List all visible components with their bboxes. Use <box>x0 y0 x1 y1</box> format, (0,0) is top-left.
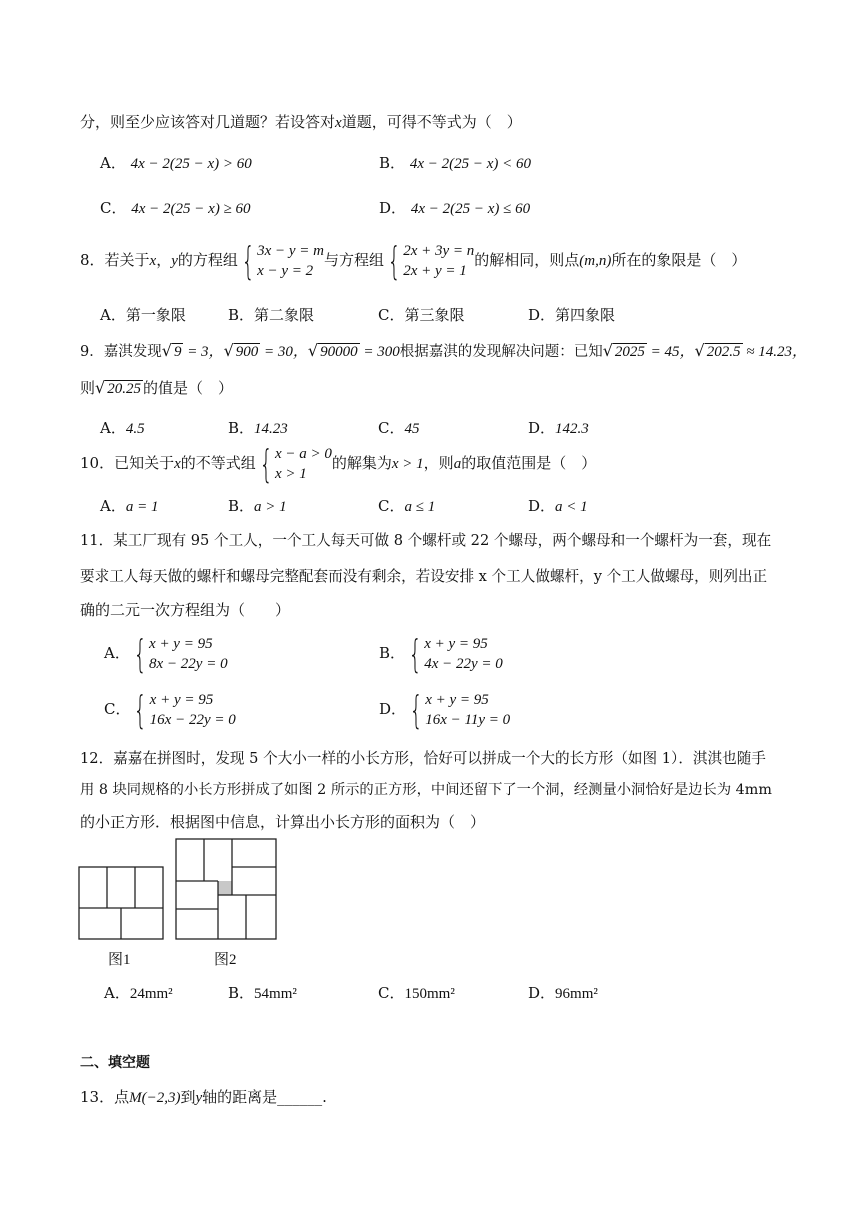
left-brace-icon: { <box>133 688 148 732</box>
q9-option-a[interactable]: A．4.5 <box>100 419 145 437</box>
left-brace-icon: { <box>259 442 273 486</box>
sqrt-icon: √ <box>694 341 705 360</box>
q10-option-d[interactable]: D．a < 1 <box>528 497 588 515</box>
q7-option-b[interactable]: B． 4x − 2(25 − x) < 60 <box>379 154 531 172</box>
left-brace-icon: { <box>387 239 401 283</box>
sqrt-icon: √ <box>223 341 234 360</box>
q8-stem: 8．若关于x，y的方程组{ 3x − y = m x − y = 2与方程组{ 2x + 3y = n 2x + y = 1的解相同，则点(m,n)所在的象限是（ ） <box>80 239 747 283</box>
q7-option-a[interactable]: A． 4x − 2(25 − x) > 60 <box>100 154 252 172</box>
q8-option-c[interactable]: C．第三象限 <box>378 306 465 324</box>
q10-option-a[interactable]: A．a = 1 <box>100 497 159 515</box>
q10-option-c[interactable]: C．a ≤ 1 <box>378 497 436 515</box>
q8-option-b[interactable]: B．第二象限 <box>228 306 315 324</box>
q12-line2: 用 8 块同规格的小长方形拼成了如图 2 所示的正方形，中间还留下了一个洞，经测量小洞恰好是边长为 4mm <box>80 782 772 798</box>
q12-option-d[interactable]: D．96mm² <box>528 984 598 1002</box>
q8-option-d[interactable]: D．第四象限 <box>528 306 616 324</box>
q11-option-c[interactable]: C．{ x + y = 95 16x − 22y = 0 <box>104 688 236 732</box>
small-square-hole <box>218 881 232 895</box>
left-brace-icon: { <box>408 632 422 676</box>
q13-stem: 13．点M(−2,3)到y轴的距离是______. <box>80 1088 327 1106</box>
q7-option-c[interactable]: C． 4x − 2(25 − x) ≥ 60 <box>100 199 251 217</box>
q11-option-b[interactable]: B．{ x + y = 95 4x − 22y = 0 <box>379 632 503 676</box>
sqrt-icon: √ <box>602 341 613 360</box>
q11-line1: 11．某工厂现有 95 个工人，一个工人每天可做 8 个螺杆或 22 个螺母，两个螺母和一个螺杆为一套，现在 <box>80 532 772 549</box>
q7-text: 分，则至少应该答对几道题？若设答对x道题，可得不等式为（ ） <box>80 113 522 131</box>
q12-line3: 的小正方形．根据图中信息，计算出小长方形的面积为（ ） <box>80 813 486 831</box>
q9-option-d[interactable]: D．142.3 <box>528 419 589 437</box>
q10-option-b[interactable]: B．a > 1 <box>228 497 287 515</box>
q10-stem: 10．已知关于x的不等式组{ x − a > 0 x > 1的解集为x > 1，则a的取值范围是（ ） <box>80 442 597 486</box>
figure-1 <box>78 866 164 940</box>
left-brace-icon: { <box>133 632 147 676</box>
q11-option-d[interactable]: D．{ x + y = 95 16x − 11y = 0 <box>379 688 511 732</box>
figure-2-caption: 图2 <box>214 952 237 968</box>
q11-option-a[interactable]: A．{ x + y = 95 8x − 22y = 0 <box>104 632 228 676</box>
left-brace-icon: { <box>241 239 255 283</box>
figure-2 <box>175 838 277 940</box>
q9-stem-line2: 则√ 20.25 的值是（ ） <box>80 378 233 397</box>
left-brace-icon: { <box>409 688 423 732</box>
q11-line3: 确的二元一次方程组为（ ） <box>80 601 291 619</box>
q7-option-d[interactable]: D． 4x − 2(25 − x) ≤ 60 <box>379 199 531 217</box>
sqrt-icon: √ <box>161 341 172 360</box>
sqrt-icon: √ <box>95 378 106 397</box>
q11-line2: 要求工人每天做的螺杆和螺母完整配套而没有剩余，若设安排 x 个工人做螺杆，y 个工人做螺母，则列出正 <box>80 568 768 585</box>
q8-option-a[interactable]: A．第一象限 <box>100 306 186 324</box>
q12-option-c[interactable]: C．150mm² <box>378 984 455 1002</box>
q9-stem-line1: 9．嘉淇发现√ 9 = 3，√ 900 = 30，√ 90000 = 300根据嘉淇的发现解决问题：已知√ 2025 = 45，√ 202.5 ≈ 14.23， <box>80 341 807 360</box>
q9-option-c[interactable]: C．45 <box>378 419 420 437</box>
q12-line1: 12．嘉嘉在拼图时，发现 5 个大小一样的小长方形，恰好可以拼成一个大的长方形（如图 1）．淇淇也随手 <box>80 750 766 767</box>
q9-option-b[interactable]: B．14.23 <box>228 419 288 437</box>
section-title-fill-in: 二、填空题 <box>80 1055 150 1071</box>
sqrt-icon: √ <box>307 341 319 360</box>
figure-1-caption: 图1 <box>108 952 131 968</box>
q12-option-a[interactable]: A．24mm² <box>104 984 173 1002</box>
q12-option-b[interactable]: B．54mm² <box>228 984 297 1002</box>
